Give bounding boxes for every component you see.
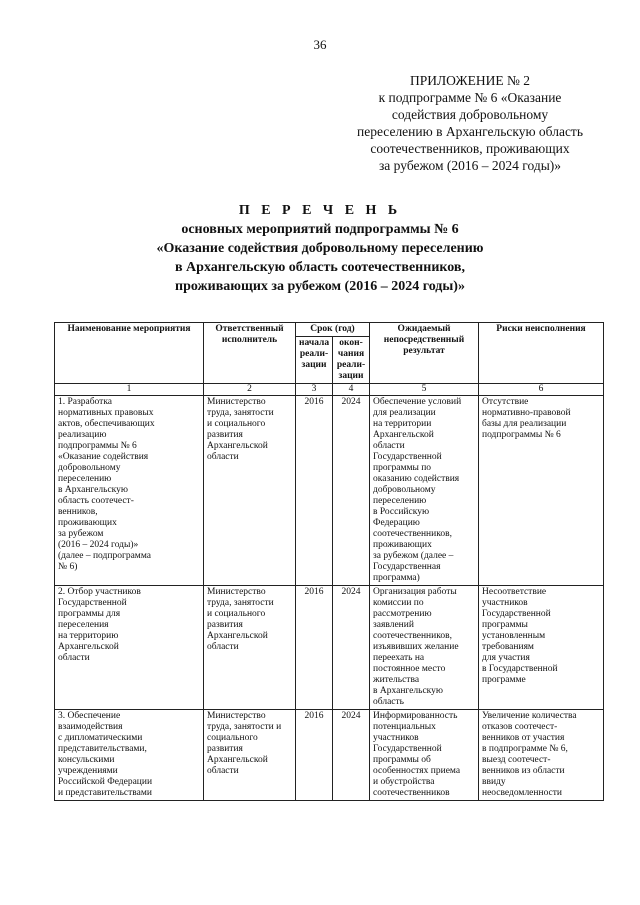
appendix-caption — [345, 72, 595, 174]
document-title — [0, 201, 640, 296]
appendix-line: переселению в Архангельскую область — [357, 124, 583, 139]
header-name: Наименование мероприятия — [55, 323, 204, 384]
cell-risks: Увеличение количества отказов соотечест- венников от участия в подпрограмме № 6, выезд соотечест- венников из области ввиду неосведомленности — [479, 710, 604, 801]
title-heading: П Е Р Е Ч Е Н Ь — [238, 203, 402, 218]
title-line: проживающих за рубежом (2016 – 2024 годы)» — [175, 279, 465, 294]
column-index: 3 — [296, 384, 333, 396]
column-index-row — [55, 384, 604, 396]
appendix-line: ПРИЛОЖЕНИЕ № 2 — [409, 73, 531, 88]
cell-end-year: 2024 — [333, 396, 370, 586]
cell-result: Обеспечение условий для реализации на территории Архангельской области Государственной программы по оказанию содействия добровольному переселению в Российскую Федерацию соотечественников, проживающих за рубежом (далее – Государственная программа) — [370, 396, 479, 586]
cell-risks: Отсутствие нормативно-правовой базы для реализации подпрограммы № 6 — [479, 396, 604, 586]
column-index: 6 — [479, 384, 604, 396]
appendix-line: к подпрограмме № 6 «Оказание — [378, 90, 562, 105]
title-line: в Архангельскую область соотечественников, — [175, 260, 465, 275]
header-executor: Ответственный исполнитель — [204, 323, 296, 384]
appendix-line: соотечественников, проживающих — [370, 141, 570, 156]
cell-start-year: 2016 — [296, 396, 333, 586]
appendix-line: за рубежом (2016 – 2024 годы)» — [378, 158, 562, 173]
cell-name: 1. Разработка нормативных правовых актов, обеспечивающих реализацию подпрограммы № 6 «Оказание содействия добровольному переселению в Архангельскую область соотечест- венников, проживающих за рубежом (2016 – 2024 годы)» (далее – подпрограмма № 6) — [55, 396, 204, 586]
cell-executor: Министерство труда, занятости и социального развития Архангельской области — [204, 396, 296, 586]
cell-risks: Несоответствие участников Государственной программы установленным требованиям для участия в Государственной программе — [479, 586, 604, 710]
table-row — [55, 396, 604, 586]
cell-start-year: 2016 — [296, 710, 333, 801]
table-row — [55, 586, 604, 710]
cell-executor: Министерство труда, занятости и социального развития Архангельской области — [204, 710, 296, 801]
page-number: 36 — [313, 37, 327, 52]
cell-name: 3. Обеспечение взаимодействия с дипломатическими представительствами, консульскими учреждениями Российской Федерации и представительствами — [55, 710, 204, 801]
column-index: 1 — [55, 384, 204, 396]
title-line: основных мероприятий подпрограммы № 6 — [181, 222, 459, 237]
cell-name: 2. Отбор участников Государственной программы для переселения на территорию Архангельской области — [55, 586, 204, 710]
column-index: 5 — [370, 384, 479, 396]
cell-start-year: 2016 — [296, 586, 333, 710]
header-term-start: начала реали-зации — [296, 337, 333, 384]
cell-executor: Министерство труда, занятости и социального развития Архангельской области — [204, 586, 296, 710]
table-row — [55, 710, 604, 801]
cell-end-year: 2024 — [333, 710, 370, 801]
cell-end-year: 2024 — [333, 586, 370, 710]
header-term-end: окон-чания реали-зации — [333, 337, 370, 384]
header-term: Срок (год) — [296, 323, 370, 337]
column-index: 2 — [204, 384, 296, 396]
measures-table — [54, 322, 604, 801]
appendix-line: содействия добровольному — [391, 107, 549, 122]
cell-result: Информированность потенциальных участников Государственной программы об особенностях приема и обустройства соотечественников — [370, 710, 479, 801]
column-index: 4 — [333, 384, 370, 396]
header-result: Ожидаемый непосредственный результат — [370, 323, 479, 384]
cell-result: Организация работы комиссии по рассмотрению заявлений соотечественников, изъявивших желание переехать на постоянное место жительства в Архангельскую область — [370, 586, 479, 710]
title-line: «Оказание содействия добровольному переселению — [156, 241, 484, 256]
header-risks: Риски неисполнения — [479, 323, 604, 384]
